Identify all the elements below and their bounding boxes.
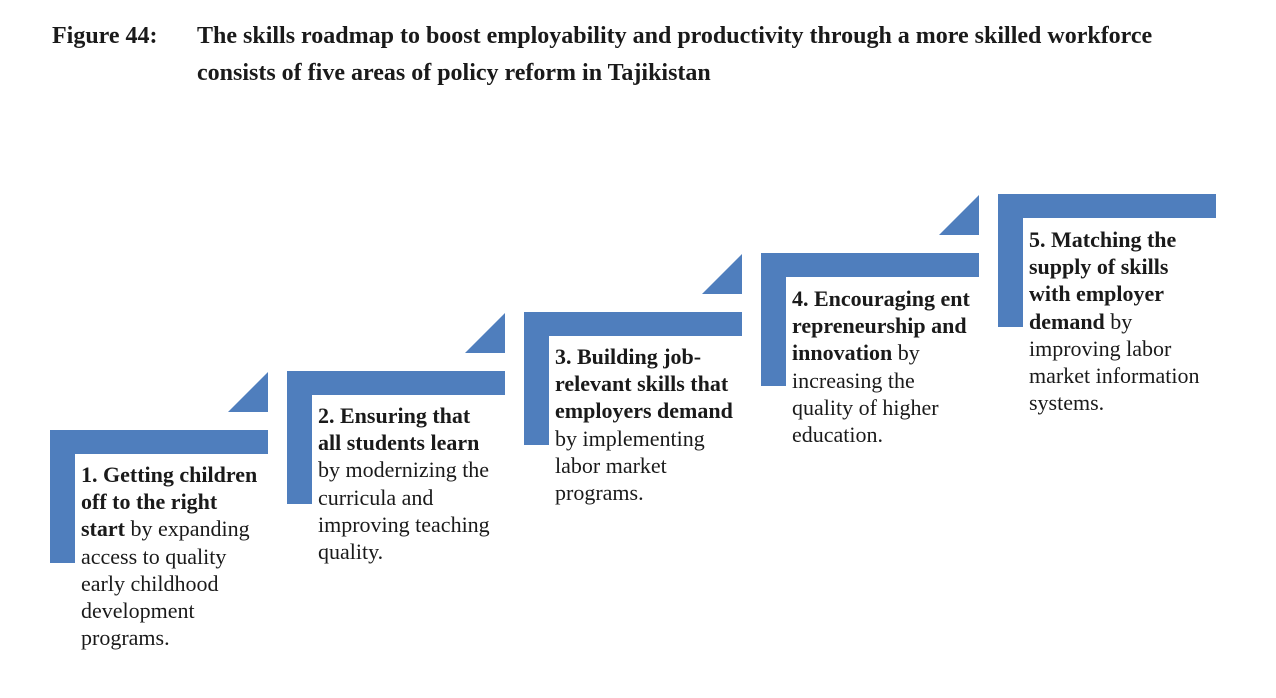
step-3-title: 3. Building job-relevant skills that employers demand — [555, 344, 733, 424]
step-5-description: by improving labor market information systems. — [1029, 308, 1200, 416]
step-5-text — [1029, 226, 1205, 416]
figure-title: The skills roadmap to boost employability and productivity through a more skilled workforce consists of five areas of policy reform in Tajikistan — [197, 23, 1153, 86]
step-3-top-bar — [524, 312, 742, 336]
step-3-text — [555, 343, 739, 506]
step-3-left-bar — [524, 312, 549, 445]
figure-label: Figure 44: — [52, 23, 158, 49]
step-4-text — [792, 285, 970, 448]
step-1-left-bar — [50, 430, 75, 563]
step-4-top-bar — [761, 253, 979, 277]
step-1-description: by expanding access to quality early childhood development programs. — [81, 516, 250, 651]
step-1-arrow-tip — [228, 372, 268, 412]
step-2-top-bar — [287, 371, 505, 395]
step-1-text — [81, 461, 259, 651]
step-1-title: 1. Getting children off to the right start — [81, 462, 258, 542]
step-2-description: by modernizing the curricula and improving teaching quality. — [318, 457, 490, 565]
step-3-description: by implementing labor market programs. — [555, 425, 705, 506]
step-1-top-bar — [50, 430, 268, 454]
step-5-left-bar — [998, 194, 1023, 327]
step-5-top-bar — [998, 194, 1216, 218]
step-4-description: by increasing the quality of higher education. — [792, 340, 939, 448]
step-2-text — [318, 402, 498, 565]
step-3-arrow-tip — [702, 254, 742, 294]
step-2-title: 2. Ensuring that all students learn — [318, 403, 480, 456]
step-2-arrow-tip — [465, 313, 505, 353]
step-5-title: 5. Matching the supply of skills with employer demand — [1029, 227, 1177, 334]
step-2-left-bar — [287, 371, 312, 504]
step-4-arrow-tip — [939, 195, 979, 235]
step-4-left-bar — [761, 253, 786, 386]
step-4-title: 4. Encouraging entrepreneurship and innovation — [792, 286, 970, 366]
